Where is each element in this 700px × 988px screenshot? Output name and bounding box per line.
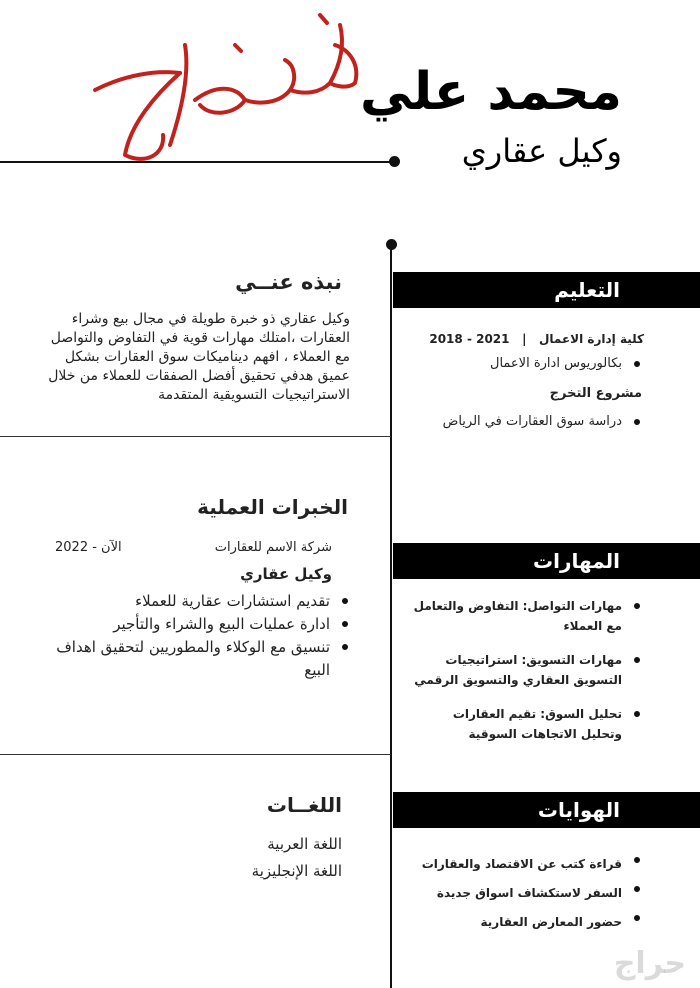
- separator: |: [522, 332, 527, 346]
- list-item: تقديم استشارات عقارية للعملاء: [10, 590, 330, 613]
- skill-line: التسويق العقاري والتسويق الرقمي: [414, 673, 622, 687]
- list-item: تنسيق مع الوكلاء والمطوريين لتحقيق اهداف: [10, 636, 330, 659]
- about-line: العقارات ،امتلك مهارات قوية في التفاوض والتواصل: [50, 330, 350, 346]
- experience-company: شركة الاسم للعقارات: [214, 540, 332, 555]
- project-list: [443, 412, 622, 432]
- about-line: الاستراتيجيات التسويقية المتقدمة: [158, 387, 350, 403]
- hobby-item: حضور المعارض العقارية: [422, 908, 622, 937]
- about-title: نبذه عنــي: [235, 270, 342, 294]
- watermark: حراج: [613, 946, 686, 981]
- person-name: محمد علي: [359, 62, 622, 122]
- skill-line: وتحليل الاتجاهات السوقية: [468, 727, 622, 741]
- experience-period: الآن - 2022: [55, 540, 122, 555]
- skill-item: [372, 704, 622, 744]
- education-header: التعليم: [393, 272, 700, 308]
- education-row: [429, 332, 644, 346]
- about-line: عميق هدفي تحقيق أفضل الصفقات للعملاء من خلال: [48, 368, 350, 384]
- education-degree-list: [490, 354, 622, 374]
- list-item: ادارة عمليات البيع والشراء والتأجير: [10, 613, 330, 636]
- education-college: كلية إدارة الاعمال: [539, 332, 644, 346]
- skills-header: المهارات: [393, 543, 700, 579]
- hobbies-list: [422, 850, 622, 937]
- project-item: دراسة سوق العقارات في الرياض: [443, 412, 622, 432]
- skill-line: مهارات التسويق: استراتيجيات: [445, 653, 622, 667]
- about-text: [10, 310, 350, 405]
- section-divider: [0, 754, 391, 755]
- hobby-item: السفر لاستكشاف اسواق جديدة: [422, 879, 622, 908]
- header-divider-dot: [389, 156, 400, 167]
- education-degree: بكالوريوس ادارة الاعمال: [490, 354, 622, 374]
- about-line: مع العملاء ، افهم ديناميكات سوق العقارات بشكل: [64, 349, 350, 365]
- hobby-item: قراءة كتب عن الاقتصاد والعقارات: [422, 850, 622, 879]
- skill-item: [372, 596, 622, 636]
- experience-title: الخبرات العملية: [197, 495, 348, 519]
- header-divider: [0, 161, 392, 163]
- language-item: اللغة الإنجليزية: [251, 862, 342, 880]
- languages-title: اللغــات: [266, 793, 342, 817]
- skill-item: [372, 650, 622, 690]
- skills-list: [372, 596, 622, 744]
- language-item: اللغة العربية: [267, 835, 342, 853]
- experience-role: وكيل عقاري: [240, 565, 332, 583]
- skill-line: تحليل السوق: تقيم العقارات: [452, 707, 622, 721]
- list-item-continued: البيع: [304, 661, 330, 679]
- section-divider: [0, 436, 391, 437]
- skill-line: مع العملاء: [563, 619, 622, 633]
- experience-list: [10, 590, 330, 682]
- hobbies-header: الهوايات: [393, 792, 700, 828]
- project-title: مشروع التخرج: [549, 386, 642, 401]
- education-period: 2021 - 2018: [429, 332, 510, 346]
- about-line: وكيل عقاري ذو خبرة طويلة في مجال بيع وشراء: [71, 311, 350, 327]
- job-title: وكيل عقاري: [461, 132, 622, 170]
- signature-graphic: [85, 5, 385, 175]
- skill-line: مهارات التواصل: التفاوض والتعامل: [413, 599, 622, 613]
